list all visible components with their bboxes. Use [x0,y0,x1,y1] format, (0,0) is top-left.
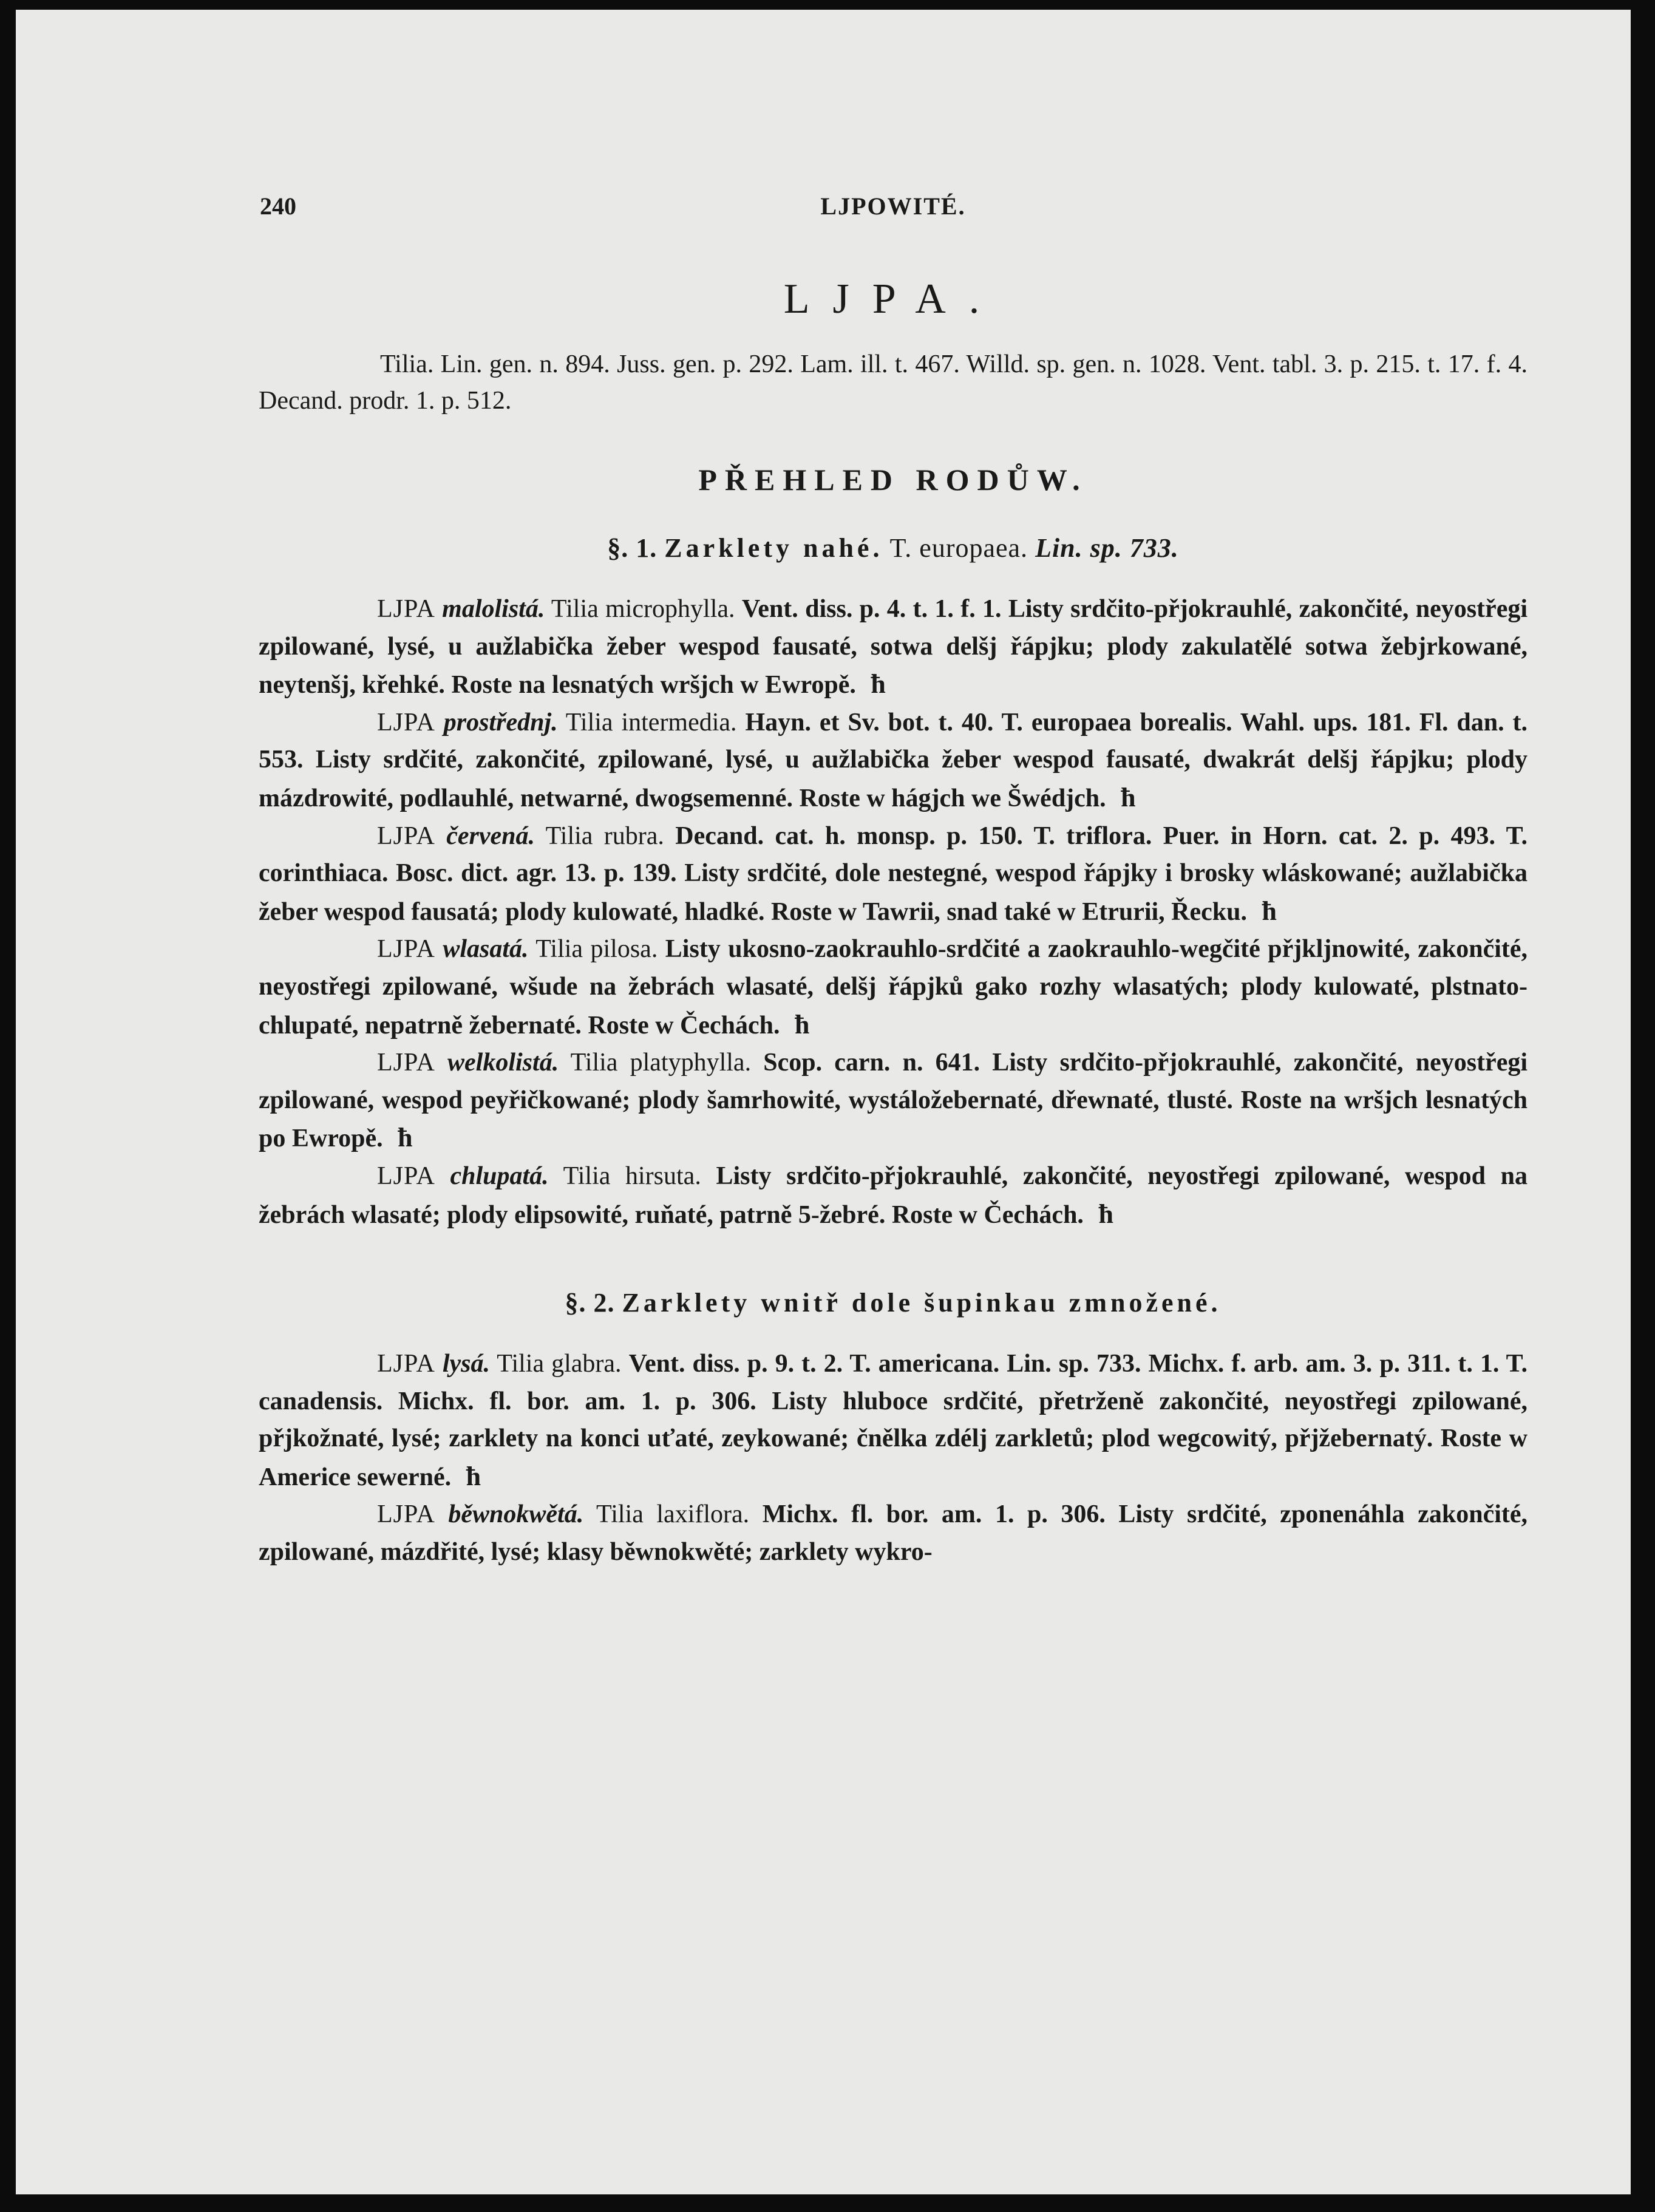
species-genus: LJPA [377,1350,435,1378]
species-genus: LJPA [377,1049,435,1077]
species-epithet: prostřednj. [443,708,558,737]
section-heading-2 [259,1290,1528,1316]
species-latin-name: Tilia pilosa. [535,935,658,964]
species-entry [259,931,1528,1044]
section-title: Zarklety wnitř dole šupinkau zmnožené. [622,1288,1222,1318]
section-title: Zarklety nahé. [664,533,883,563]
page-number: 240 [260,192,296,220]
species-description: Vent. diss. p. 4. t. 1. f. 1. Listy srdčito-přjokrauhlé, zakončité, neyostřegi zpilowané, lysé, u aužlabička žeber wespod fausaté, sotwa delšj řápjku; plody zakulatělé sotwa žebjrkowané, neytenšj, křehké. Roste na lesnatých wršjch w Ewropě. [259,595,1528,699]
overview-heading: PŘEHLED RODŮW. [698,463,1088,497]
tree-symbol-icon: ħ [1262,896,1277,926]
page-text-block [259,192,1528,1571]
species-list-2 [259,1346,1528,1571]
species-entry [259,1158,1528,1234]
species-genus: LJPA [377,822,435,850]
tree-symbol-icon: ħ [1098,1199,1113,1229]
section-heading-1 [259,535,1528,562]
species-epithet: chlupatá. [450,1162,549,1190]
section-type-species: T. europaea. [889,533,1028,563]
synonymy-paragraph: Tilia. Lin. gen. n. 894. Juss. gen. p. 292. Lam. ill. t. 467. Willd. sp. gen. n. 1028. Vent. tabl. 3. p. 215. t. 17. f. 4. Decand. prodr. 1. p. 512. [259,350,1528,415]
species-description: Michx. fl. bor. am. 1. p. 306. Listy srdčité, zponenáhla zakončité, zpilowané, mázdřité, lysé; klasy běwnokwěté; zarklety wykro- [259,1500,1528,1567]
species-epithet: červená. [446,822,535,850]
species-entry [259,1044,1528,1158]
tree-symbol-icon: ħ [466,1461,481,1491]
species-epithet: běwnokwětá. [448,1500,584,1529]
tree-symbol-icon: ħ [398,1123,413,1153]
species-entry [259,591,1528,704]
species-entry [259,818,1528,931]
species-entry [259,1496,1528,1571]
page-header [259,192,1528,240]
species-list-1 [259,591,1528,1234]
species-description: Listy ukosno-zaokrauhlo-srdčité a zaokrauhlo-wegčité přjkljnowité, zakončité, neyostřegi zpilowané, wšude na žebrách wlasaté, delšj řápjků gako rozhy wlasatých; plody kulowaté, plstnato-chlupaté, nepatrně žebernaté. Roste w Čechách. [259,935,1528,1040]
tree-symbol-icon: ħ [1121,782,1136,812]
species-latin-name: Tilia rubra. [545,822,664,850]
species-description: Scop. carn. n. 641. Listy srdčito-přjokrauhlé, zakončité, neyostřegi zpilowané, wespod peyřičkowané; plody šamrhowité, wystáložebernaté, dřewnaté, tlusté. Roste na wršjch lesnatých po Ewropě. [259,1049,1528,1153]
section-citation: Lin. sp. 733. [1035,533,1179,563]
species-genus: LJPA [377,1162,435,1190]
species-epithet: malolistá. [442,595,545,623]
species-entry [259,704,1528,818]
species-genus: LJPA [377,708,435,737]
species-genus: LJPA [377,595,435,623]
section-number: §. 1. [607,533,658,563]
species-epithet: lysá. [442,1350,491,1378]
section-number: §. 2. [565,1288,615,1318]
species-latin-name: Tilia glabra. [497,1350,622,1378]
tree-symbol-icon: ħ [871,669,886,699]
species-description: Listy srdčito-přjokrauhlé, zakončité, neyostřegi zpilowané, wespod na žebrách wlasaté; plody elipsowité, ruňaté, patrně 5-žebré. Roste w Čechách. [259,1162,1528,1229]
species-epithet: welkolistá. [447,1049,559,1077]
species-genus: LJPA [377,935,435,964]
species-latin-name: Tilia platyphylla. [570,1049,752,1077]
genus-title: LJPA. [783,276,1003,322]
species-description: Hayn. et Sv. bot. t. 40. T. europaea borealis. Wahl. ups. 181. Fl. dan. t. 553. Listy srdčité, zakončité, zpilowané, lysé, u aužlabička žeber wespod fausaté, dwakrát delšj řápjku; plody mázdrowité, podlauhlé, netwarné, dwogsemenné. Roste w hágjch we Šwédjch. [259,708,1528,812]
species-description: Vent. diss. p. 9. t. 2. T. americana. Lin. sp. 733. Michx. f. arb. am. 3. p. 311. t. 1. T. canadensis. Michx. fl. bor. am. 1. p. 306. Listy hluboce srdčité, přetrženě zakončité, neyostřegi zpilowané, přjkožnaté, lysé; zarklety na konci uťaté, zeykowané; čnělka zdélj zarkletů; plod wegcowitý, přjžebernatý. Roste w Americe sewerné. [259,1350,1528,1491]
species-description: Decand. cat. h. monsp. p. 150. T. triflora. Puer. in Horn. cat. 2. p. 493. T. corinthiaca. Bosc. dict. agr. 13. p. 139. Listy srdčité, dole nestegné, wespod řápjky i brosky wláskowané; aužlabička žeber wespod fausatá; plody kulowaté, hladké. Roste w Tawrii, snad také w Etrurii, Řecku. [259,822,1528,926]
running-title: LJPOWITÉ. [820,192,966,220]
page-sheet [16,10,1631,2194]
species-entry [259,1346,1528,1496]
species-genus: LJPA [377,1500,435,1529]
tree-symbol-icon: ħ [795,1009,810,1040]
species-epithet: wlasatá. [443,935,529,964]
species-latin-name: Tilia microphylla. [551,595,735,623]
species-latin-name: Tilia intermedia. [565,708,737,737]
species-latin-name: Tilia hirsuta. [563,1162,701,1190]
species-latin-name: Tilia laxiflora. [596,1500,750,1529]
